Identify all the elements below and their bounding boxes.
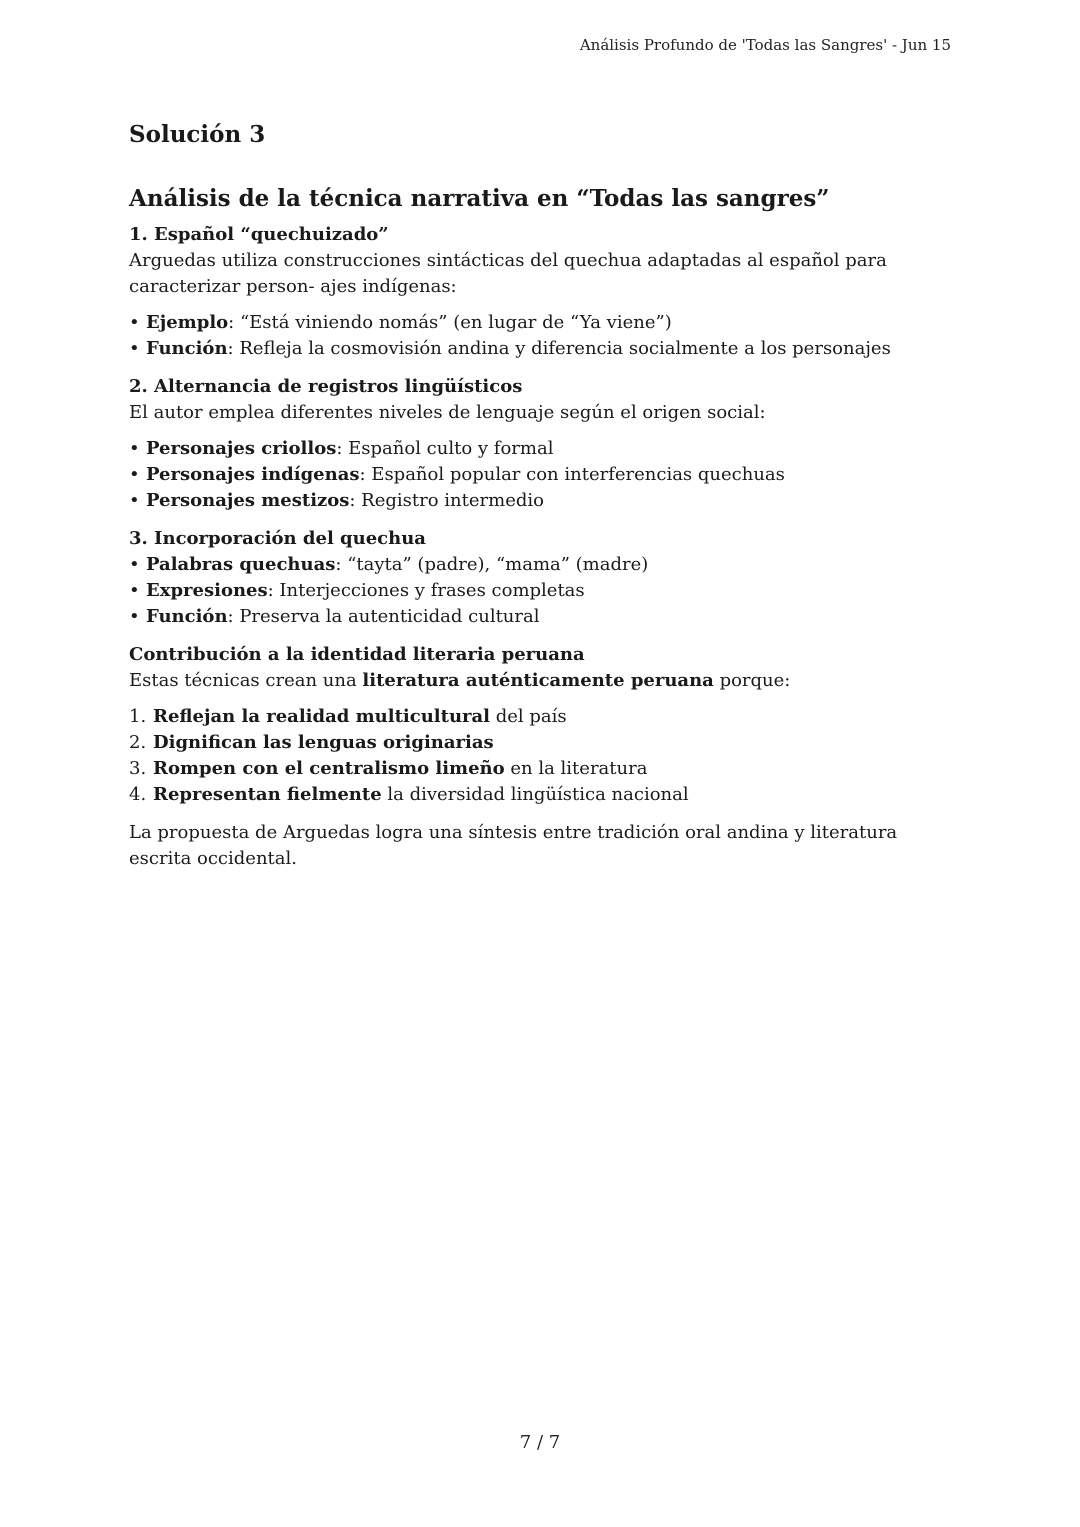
bullet-marker: • xyxy=(129,579,140,601)
item-label: Dignifican las lenguas originarias xyxy=(153,731,494,753)
list-item xyxy=(129,488,959,514)
item-text: la diversidad lingüística nacional xyxy=(381,783,689,805)
running-header: Análisis Profundo de 'Todas las Sangres' - Jun 15 xyxy=(579,36,951,54)
item-number: 3. xyxy=(129,757,147,779)
list-item xyxy=(129,336,959,362)
list-item xyxy=(129,578,959,604)
bullet-marker: • xyxy=(129,337,140,359)
item-label: Expresiones xyxy=(146,579,268,601)
contribution-heading: Contribución a la identidad literaria peruana xyxy=(129,643,585,665)
item-text: : Interjecciones y frases completas xyxy=(267,579,585,601)
intro-text: porque: xyxy=(713,669,791,691)
item-text: : “tayta” (padre), “mama” (madre) xyxy=(335,553,649,575)
bullet-marker: • xyxy=(129,463,140,485)
item-label: Palabras quechuas xyxy=(146,553,336,575)
item-text: del país xyxy=(490,705,567,727)
bullet-marker: • xyxy=(129,553,140,575)
list-item xyxy=(129,462,959,488)
bullet-marker: • xyxy=(129,437,140,459)
item-text: : Registro intermedio xyxy=(349,489,544,511)
item-label: Reflejan la realidad multicultural xyxy=(153,705,491,727)
bullet-marker: • xyxy=(129,311,140,333)
item-number: 2. xyxy=(129,731,147,753)
section-2-intro: El autor emplea diferentes niveles de lenguaje según el origen social: xyxy=(129,401,766,423)
section-2-list xyxy=(129,436,959,514)
list-item xyxy=(129,310,959,336)
section-3-list xyxy=(129,552,959,630)
section-1-heading: 1. Español “quechuizado” xyxy=(129,223,389,245)
item-number: 4. xyxy=(129,783,147,805)
conclusion-paragraph: La propuesta de Arguedas logra una síntesis entre tradición oral andina y literatura escrita occidental. xyxy=(129,821,898,869)
page-content xyxy=(129,120,959,882)
list-item xyxy=(129,704,959,730)
section-1-intro: Arguedas utiliza construcciones sintácticas del quechua adaptadas al español para caracterizar person- ajes indígenas: xyxy=(129,249,887,297)
contribution-intro xyxy=(129,668,959,694)
solution-heading: Solución 3 xyxy=(129,121,266,148)
item-text: : Preserva la autenticidad cultural xyxy=(227,605,540,627)
list-item xyxy=(129,730,959,756)
intro-emphasis: literatura auténticamente peruana xyxy=(362,669,714,691)
item-label: Personajes indígenas xyxy=(146,463,360,485)
item-text: : Español popular con interferencias quechuas xyxy=(359,463,785,485)
item-text: : Español culto y formal xyxy=(336,437,554,459)
item-text: : Refleja la cosmovisión andina y diferencia socialmente a los personajes xyxy=(227,337,891,359)
item-text: : “Está viniendo nomás” (en lugar de “Ya viene”) xyxy=(228,311,672,333)
list-item xyxy=(129,782,959,808)
item-label: Función xyxy=(146,605,228,627)
page-number: 7 / 7 xyxy=(519,1432,561,1453)
section-1-list xyxy=(129,310,959,362)
section-2-heading: 2. Alternancia de registros lingüísticos xyxy=(129,375,523,397)
bullet-marker: • xyxy=(129,605,140,627)
item-label: Rompen con el centralismo limeño xyxy=(153,757,505,779)
item-number: 1. xyxy=(129,705,147,727)
item-text: en la literatura xyxy=(504,757,648,779)
analysis-title: Análisis de la técnica narrativa en “Todas las sangres” xyxy=(129,184,830,212)
item-label: Personajes mestizos xyxy=(146,489,350,511)
section-3-heading: 3. Incorporación del quechua xyxy=(129,527,426,549)
intro-text: Estas técnicas crean una xyxy=(129,669,363,691)
bullet-marker: • xyxy=(129,489,140,511)
item-label: Función xyxy=(146,337,228,359)
list-item xyxy=(129,436,959,462)
list-item xyxy=(129,756,959,782)
contribution-list xyxy=(129,704,959,808)
item-label: Representan fielmente xyxy=(153,783,382,805)
list-item xyxy=(129,552,959,578)
item-label: Personajes criollos xyxy=(146,437,337,459)
list-item xyxy=(129,604,959,630)
item-label: Ejemplo xyxy=(146,311,229,333)
